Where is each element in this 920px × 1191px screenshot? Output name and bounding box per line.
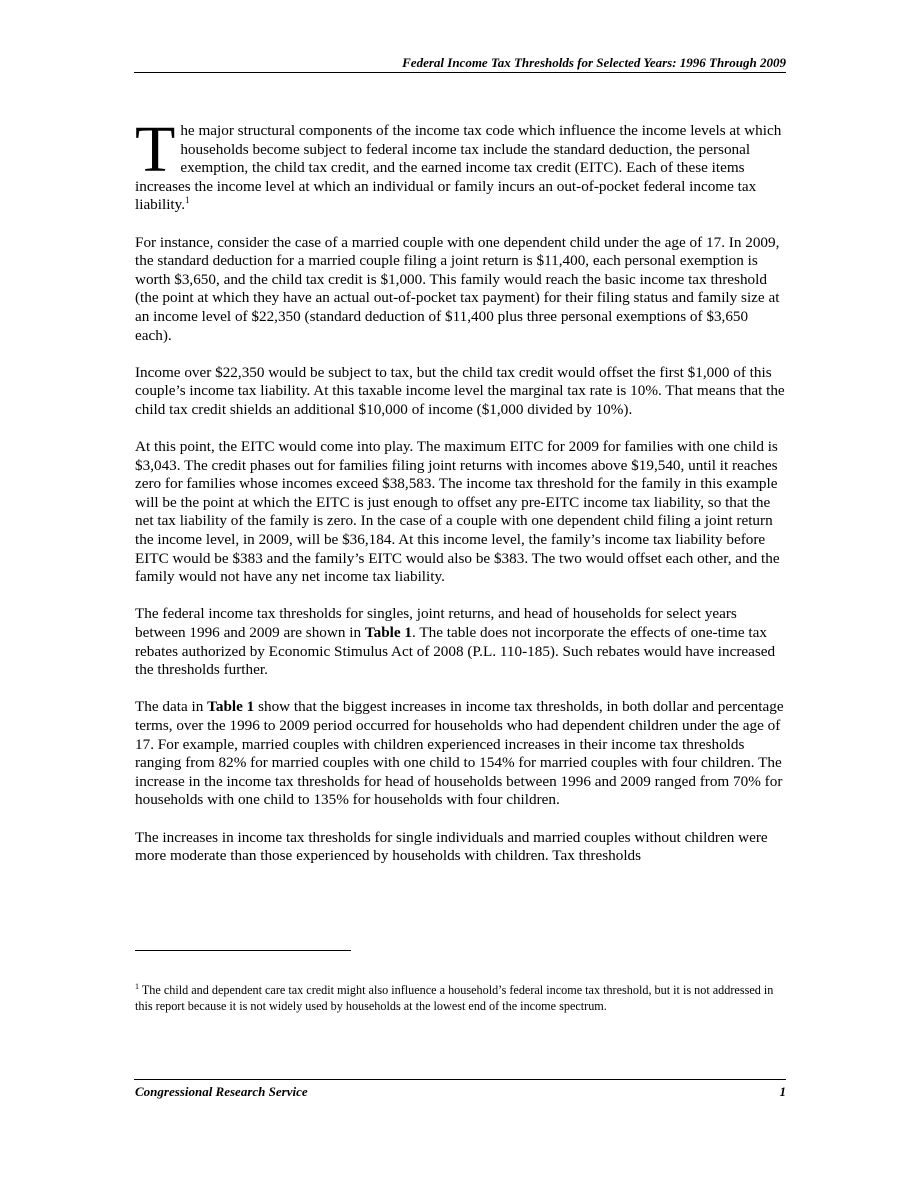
paragraph-1 <box>135 113 787 215</box>
footnote <box>135 982 787 1014</box>
paragraph-7: The increases in income tax thresholds for single individuals and married couples without children were more moderate than those experienced by households with children. Tax thresholds <box>135 828 768 865</box>
paragraph-6 <box>135 698 787 810</box>
body-text <box>135 113 787 884</box>
paragraph-6-text-a: The data in <box>135 698 208 716</box>
footer-publisher: Congressional Research Service <box>135 1084 308 1099</box>
footnote-rule <box>135 950 351 951</box>
paragraph-5 <box>135 605 787 679</box>
paragraph-5-text-b: . The table does not incorporate the effects of one-time tax rebates authorized by Economic Stimulus Act of 2008 (P.L. 110-185). Such rebates would have increased the thresholds further. <box>135 624 776 679</box>
drop-cap: T <box>135 113 176 186</box>
footnote-text: The child and dependent care tax credit might also influence a household’s federal income tax threshold, but it is not addressed in this report because it is not widely used by households at the lowest end of the income spectrum. <box>135 983 774 1013</box>
page-number: 1 <box>779 1084 786 1099</box>
paragraph-6-text-b: show that the biggest increases in income tax thresholds, in both dollar and percentage terms, over the 1996 to 2009 period occurred for households who had dependent children under the age of 17. For example, married couples with children experienced increases in their income tax thresholds ranging from 82% for married couples with one child to 154% for married couples with four children. The increase in the income tax thresholds for head of households between 1996 and 2009 ranged from 70% for households with one child to 135% for households with four children. <box>135 698 784 809</box>
paragraph-1-text: he major structural components of the income tax code which influence the income levels at which households become subject to federal income tax include the standard deduction, the personal exemption, the child tax credit, and the earned income tax credit (EITC). Each of these items increases the income level at which an individual or family incurs an out-of-pocket federal income tax liability. <box>135 122 782 214</box>
footer-rule <box>134 1079 786 1080</box>
table-1-reference: Table 1 <box>207 698 255 716</box>
running-header: Federal Income Tax Thresholds for Selected Years: 1996 Through 2009 <box>402 55 786 70</box>
paragraph-3: Income over $22,350 would be subject to tax, but the child tax credit would offset the first $1,000 of this couple’s income tax liability. At this taxable income level the marginal tax rate is 10%. That means that the child tax credit shields an additional $10,000 of income ($1,000 divided by 10%). <box>135 363 785 418</box>
footnote-reference[interactable]: 1 <box>185 195 190 206</box>
header-rule <box>134 72 786 73</box>
paragraph-5-text-a: The federal income tax thresholds for singles, joint returns, and head of households for select years between 1996 and 2009 are shown in <box>135 605 737 642</box>
table-1-reference: Table 1 <box>364 624 413 642</box>
paragraph-4: At this point, the EITC would come into play. The maximum EITC for 2009 for families with one child is $3,043. The credit phases out for families filing joint returns with incomes above $19,540, until it reaches zero for families whose incomes exceed $38,583. The income tax threshold for the family in this example will be the point at which the EITC is just enough to offset any pre-EITC income tax liability, so that the net tax liability of the family is zero. In the case of a couple with one dependent child filing a joint return the income level, in 2009, will be $36,184. At this income level, the family’s income tax liability before EITC would be $383 and the family’s EITC would also be $383. The two would offset each other, and the family would not have any net income tax liability. <box>135 438 780 586</box>
footnote-number: 1 <box>135 982 139 991</box>
paragraph-2: For instance, consider the case of a married couple with one dependent child under the age of 17. In 2009, the standard deduction for a married couple filing a joint return is $11,400, each personal exemption is worth $3,650, and the child tax credit is $1,000. This family would reach the basic income tax threshold (the point at which they have an actual out-of-pocket tax payment) for their filing status and family size at an income level of $22,350 (standard deduction of $11,400 plus three personal exemptions of $3,650 each). <box>135 233 780 344</box>
